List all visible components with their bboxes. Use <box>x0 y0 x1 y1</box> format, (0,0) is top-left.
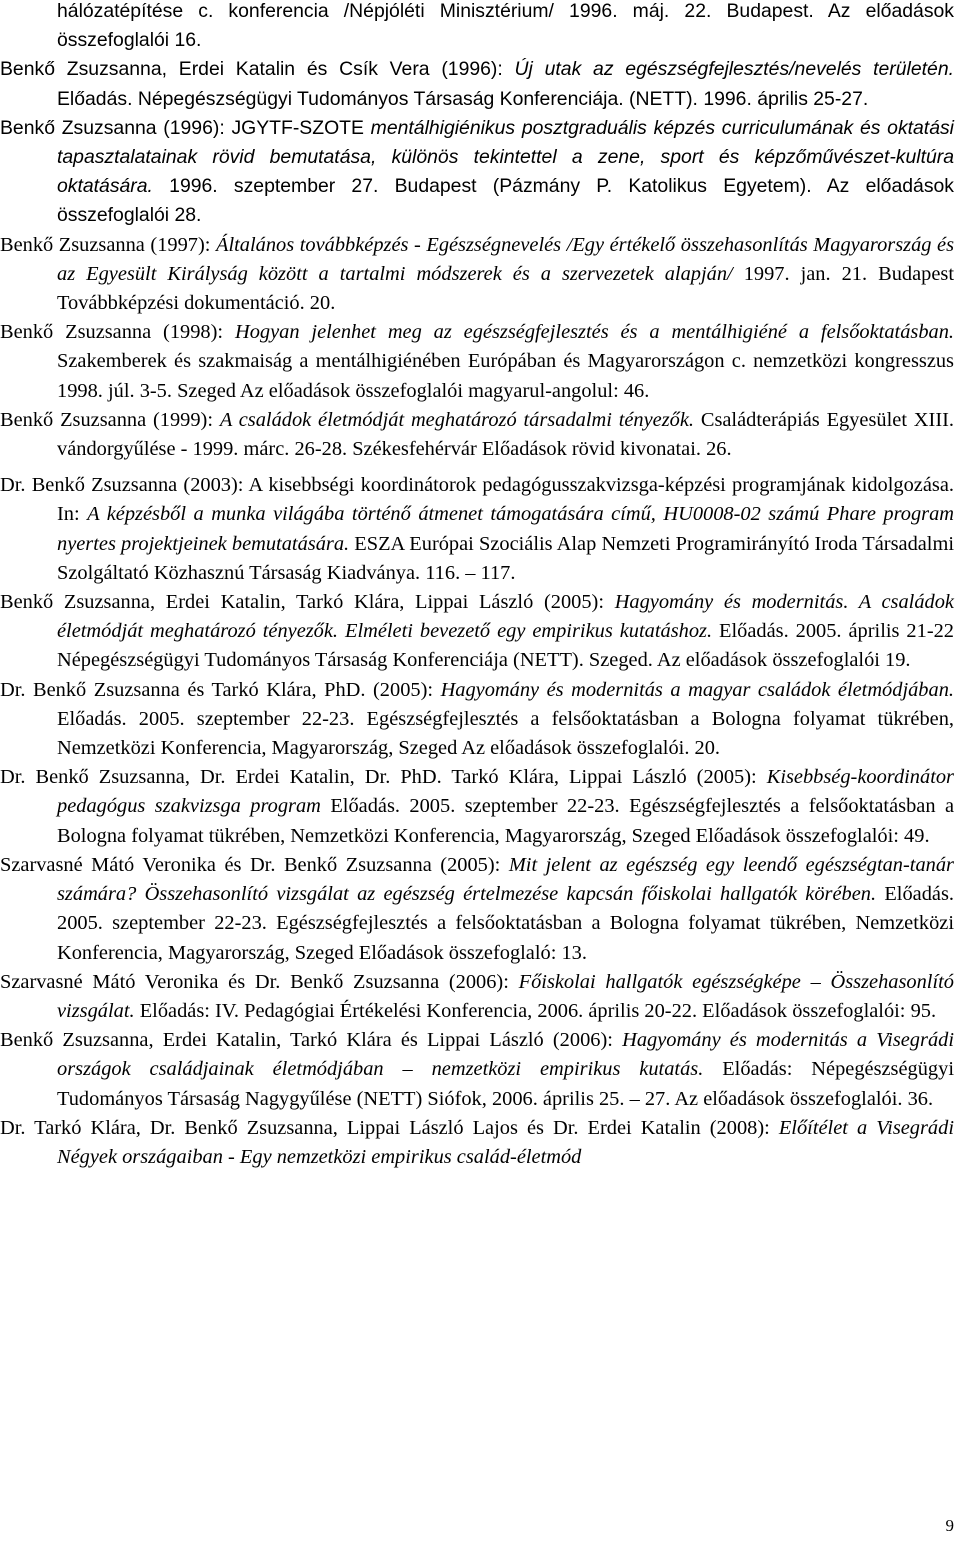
reference-text: 1996. szeptember 27. Budapest (Pázmány P. Katolikus Egyetem). Az előadások összefoglalói 28. <box>57 175 954 227</box>
reference-title-text: Kisebbség-koordinátor pedagógus szakvizsga program <box>57 766 954 818</box>
reference-entry <box>0 763 954 851</box>
reference-text: Benkő Zsuzsanna, Erdei Katalin, Tarkó Klára és Lippai László (2006): <box>0 1029 623 1052</box>
reference-entry <box>0 1026 954 1114</box>
reference-entry <box>0 406 954 464</box>
reference-entry <box>0 851 954 968</box>
reference-title-text: Mit jelent az egészség egy leendő egészségtan-tanár számára? Összehasonlító vizsgálat az egészség értelmezése kapcsán főiskolai hallgatók körében. <box>57 853 954 906</box>
reference-title-text: Hagyomány és modernitás a Visegrádi országok családjainak életmódjában – nemzetközi empirikus kutatás. <box>57 1029 954 1081</box>
reference-text: Benkő Zsuzsanna (1996): JGYTF-SZOTE <box>0 116 371 139</box>
reference-text: 1997. jan. 21. Budapest Továbbképzési dokumentáció. 20. <box>57 262 954 315</box>
reference-entry <box>0 231 954 319</box>
reference-entry <box>0 1114 954 1172</box>
reference-entry <box>0 318 954 406</box>
page-number: 9 <box>945 1516 954 1535</box>
reference-title-text: Főiskolai hallgatók egészségképe – Összehasonlító vizsgálat. <box>57 970 954 1022</box>
reference-text: Családterápiás Egyesület XIII. vándorgyűlése - 1999. márc. 26-28. Székesfehérvár Előadások rövid kivonatai. 26. <box>57 408 955 461</box>
reference-text: Dr. Benkő Zsuzsanna (2003): A kisebbségi koordinátorok pedagógusszakvizsga-képzési programjának kidolgozása. In: <box>0 474 954 526</box>
reference-title-text: A képzésből a munka világába történő átmenet támogatására című, HU0008-02 számú Phare program nyertes projektjeinek bemutatására. <box>57 503 954 555</box>
reference-text: hálózatépítése c. konferencia /Népjóléti Minisztérium/ 1996. máj. 22. Budapest. Az előadások összefoglalói 16. <box>57 0 954 52</box>
reference-entry <box>0 968 954 1026</box>
reference-title-text: Hogyan jelenhet meg az egészségfejlesztés és a mentálhigiéné a felsőoktatásban. <box>234 321 955 344</box>
reference-title-text: Általános továbbképzés - Egészségnevelés /Egy értékelő összehasonlítás Magyarország és az Egyesült Királyság között a tartalmi módszerek és a szervezetek alapján/ <box>57 233 954 285</box>
reference-text: Benkő Zsuzsanna (1999): <box>0 408 220 431</box>
reference-text: Benkő Zsuzsanna, Erdei Katalin, Tarkó Klára, Lippai László (2005): <box>0 591 615 614</box>
reference-title-text: Hagyomány és modernitás. A családok életmódját meghatározó tényezők. Elméleti bevezető egy empirikus kutatáshoz. <box>57 591 954 643</box>
reference-text: Előadás: IV. Pedagógiai Értékelési Konferencia, 2006. április 20-22. Előadások összefoglalói: 95. <box>134 999 937 1022</box>
reference-text: Szarvasné Mátó Veronika és Dr. Benkő Zsuzsanna (2006): <box>0 970 519 993</box>
reference-title-text: A családok életmódját meghatározó társadalmi tényezők. <box>219 408 695 431</box>
reference-text: ESZA Európai Szociális Alap Nemzeti Programirányító Iroda Társadalmi Szolgáltató Közhasznú Társaság Kiadványa. 116. – 117. <box>57 532 955 584</box>
reference-text: Szakemberek és szakmaiság a mentálhigiénében Európában és Magyarországon c. nemzetközi kongresszus 1998. júl. 3-5. Szeged Az előadások összefoglalói magyarul-angolul: 46. <box>57 350 954 402</box>
reference-text: Előadás. 2005. szeptember 22-23. Egészségfejlesztés a felsőoktatásban a Bologna folyamat tükrében, Nemzetközi Konferencia, Magyarország, Szeged Az előadások összefoglalói. 20. <box>57 707 954 760</box>
reference-text: Szarvasné Mátó Veronika és Dr. Benkő Zsuzsanna (2005): <box>0 853 509 876</box>
reference-entry <box>0 114 954 231</box>
reference-title-text: mentálhigiénikus posztgraduális képzés curriculumának és oktatási tapasztalatainak rövid bemutatása, különös tekintettel a zene, sport és képzőművészet-kultúra oktatására. <box>57 116 954 198</box>
reference-entry <box>0 676 954 764</box>
reference-text: Benkő Zsuzsanna (1997): <box>0 233 217 256</box>
reference-text: Dr. Tarkó Klára, Dr. Benkő Zsuzsanna, Lippai László Lajos és Dr. Erdei Katalin (2008): <box>0 1116 779 1139</box>
reference-entry <box>0 588 954 676</box>
reference-text: Benkő Zsuzsanna, Erdei Katalin és Csík Vera (1996): <box>0 58 515 81</box>
reference-text: Dr. Benkő Zsuzsanna, Dr. Erdei Katalin, Dr. PhD. Tarkó Klára, Lippai László (2005): <box>0 766 767 789</box>
reference-text: Benkő Zsuzsanna (1998): <box>0 321 235 344</box>
reference-title-text: Előítélet a Visegrádi Négyek országaiban - Egy nemzetközi empirikus család-életmód <box>57 1116 954 1168</box>
reference-text: Dr. Benkő Zsuzsanna és Tarkó Klára, PhD. (2005): <box>0 678 441 701</box>
reference-text: Előadás. Népegészségügyi Tudományos Társaság Konferenciája. (NETT). 1996. április 25-27. <box>57 87 869 110</box>
reference-text: Előadás. 2005. szeptember 22-23. Egészségfejlesztés a felsőoktatásban a Bologna folyamat tükrében, Nemzetközi Konferencia, Magyarország, Szeged Előadások összefoglalói: 49. <box>57 795 954 847</box>
reference-entry <box>0 0 954 55</box>
reference-title-text: Új utak az egészségfejlesztés/nevelés területén. <box>514 58 954 81</box>
reference-text: Előadás. 2005. szeptember 22-23. Egészségfejlesztés a felsőoktatásban a Bologna folyamat tükrében, Nemzetközi Konferencia, Magyarország, Szeged Előadások összefoglaló: 13. <box>57 883 954 964</box>
reference-text: Előadás. 2005. április 21-22 Népegészségügyi Tudományos Társaság Konferenciája (NETT). Szeged. Az előadások összefoglalói 19. <box>57 620 955 672</box>
reference-entry <box>0 55 954 113</box>
reference-entry <box>0 471 954 588</box>
reference-text: Előadás: Népegészségügyi Tudományos Társaság Nagygyűlése (NETT) Siófok, 2006. április 25. – 27. Az előadások összefoglalói. 36. <box>57 1058 954 1110</box>
reference-title-text: Hagyomány és modernitás a magyar családok életmódjában. <box>440 678 954 701</box>
